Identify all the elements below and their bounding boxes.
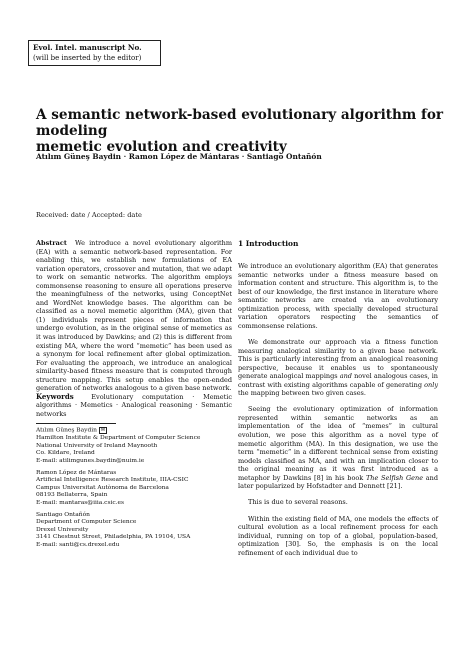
body-paragraph: Seeing the evolutionary optimization of information represented within semantic networks as an implementation of the idea of “memes” in cultural evolution, we pose this algorithm as a novel type of memetic algorithm (MA). In this designation, we use the term “memetic” in a different technical sense from existing models classified as MA, and with an implication closer to the original meaning as it was first introduced as a metaphor by Dawkins [8] in his book The Selfish Gene and later popularized by Hofstadter and Dennett [21].	[238, 405, 439, 491]
manuscript-header-box	[28, 40, 161, 66]
keywords	[36, 393, 232, 419]
footnote-divider	[36, 423, 116, 424]
affiliation-line: Drexel University	[36, 526, 89, 533]
affiliation-email[interactable]: E-mail: mantaras@iiia.csic.es	[36, 499, 125, 506]
body-paragraph: Within the existing field of MA, one models the effects of cultural evolution as a local refinement process for each individual, running on top of a global, population-based, optimization [30]. So, the emphasis is on the local refinement of each individual due to	[238, 514, 438, 557]
abstract-label: Abstract	[36, 239, 67, 247]
right-column	[238, 239, 438, 557]
affiliation-line: Department of Computer Science	[36, 519, 137, 526]
affiliation-line: Hamilton Institute & Department of Computer Science	[36, 435, 201, 442]
left-column	[36, 239, 232, 549]
section-heading: 1 Introduction	[238, 239, 299, 248]
affiliation-name: Santiago Ontañón	[36, 512, 90, 519]
affiliation-email[interactable]: E-mail: santi@cs.drexel.edu	[36, 541, 120, 548]
affiliation-name: Atılım Güneş Baydin	[36, 427, 97, 434]
affiliation-line: Artificial Intelligence Research Institute, IIIA-CSIC	[36, 477, 189, 484]
journal-name: Evol. Intel. manuscript No.	[33, 43, 142, 52]
paper-title	[36, 107, 446, 155]
title-line: A semantic network-based evolutionary algorithm for modeling	[36, 107, 444, 139]
affiliation-block	[36, 427, 232, 465]
author-list: Atılım Güneş Baydin · Ramon López de Mántaras · Santiago Ontañón	[36, 152, 322, 161]
received-date: Received: date / Accepted: date	[36, 211, 142, 219]
affiliation-block	[36, 512, 232, 549]
affiliation-line: 08193 Bellaterra, Spain	[36, 492, 108, 499]
keywords-label: Keywords	[36, 391, 74, 401]
affiliation-line: National University of Ireland Maynooth	[36, 442, 158, 449]
envelope-icon: ✉	[100, 427, 106, 434]
affiliation-name: Ramon López de Mántaras	[36, 470, 117, 477]
abstract	[36, 239, 232, 393]
body-paragraph: This is due to several reasons.	[248, 498, 348, 507]
abstract-text: We introduce a novel evolutionary algorithm (EA) with a semantic network-based representation. For enabling this, we establish new formulations of EA variation operators, crossover and mutation, that we adapt to work on semantic networks. The algorithm employs commonsense reasoning to ensure all operations preserve the meaningfulness of the networks, using ConceptNet and WordNet knowledge bases. The algorithm can be classified as a novel memetic algorithm (MA), given that (1) individuals represent pieces of information that undergo evolution, as in the original sense of memetics as it was introduced by Dawkins; and (2) this is different from existing MA, where the word “memetic” has been used as a synonym for local refinement after global optimization. For evaluating the approach, we introduce an analogical similarity-based fitness measure that is computed through structure mapping. This setup enables the open-ended generation of networks analogous to a given base network.	[36, 239, 233, 393]
affiliation-line: 3141 Chestnut Street, Philadelphia, PA 19104, USA	[36, 534, 191, 541]
keywords-text: Evolutionary computation · Memetic algorithms · Memetics · Analogical reasoning · Semantic networks	[36, 392, 232, 418]
editor-note: (will be inserted by the editor)	[33, 54, 142, 62]
affiliation-block	[36, 470, 232, 507]
affiliation-line: Campus Universitat Autònoma de Barcelona	[36, 484, 169, 491]
title-line: memetic evolution and creativity	[36, 139, 287, 155]
affiliation-line: Co. Kildare, Ireland	[36, 450, 95, 457]
body-paragraph: We demonstrate our approach via a fitness function measuring analogical similarity to a given base network. This is particularly interesting from an analogical reasoning perspective, because it enables us to spontaneously generate analogical mappings and novel analogous cases, in contrast with existing algorithms capable of generating only the mapping between two given cases.	[238, 337, 438, 398]
body-paragraph: We introduce an evolutionary algorithm (EA) that generates semantic networks under a fitness measure based on information content and structure. This algorithm is, to the best of our knowledge, the first instance in literature where semantic networks are created via an evolutionary optimization process, with specially developed structural variation operators respecting the semantics of commonsense relations.	[238, 262, 438, 330]
affiliation-email[interactable]: E-mail: atilimgunes.baydin@nuim.ie	[36, 457, 145, 464]
